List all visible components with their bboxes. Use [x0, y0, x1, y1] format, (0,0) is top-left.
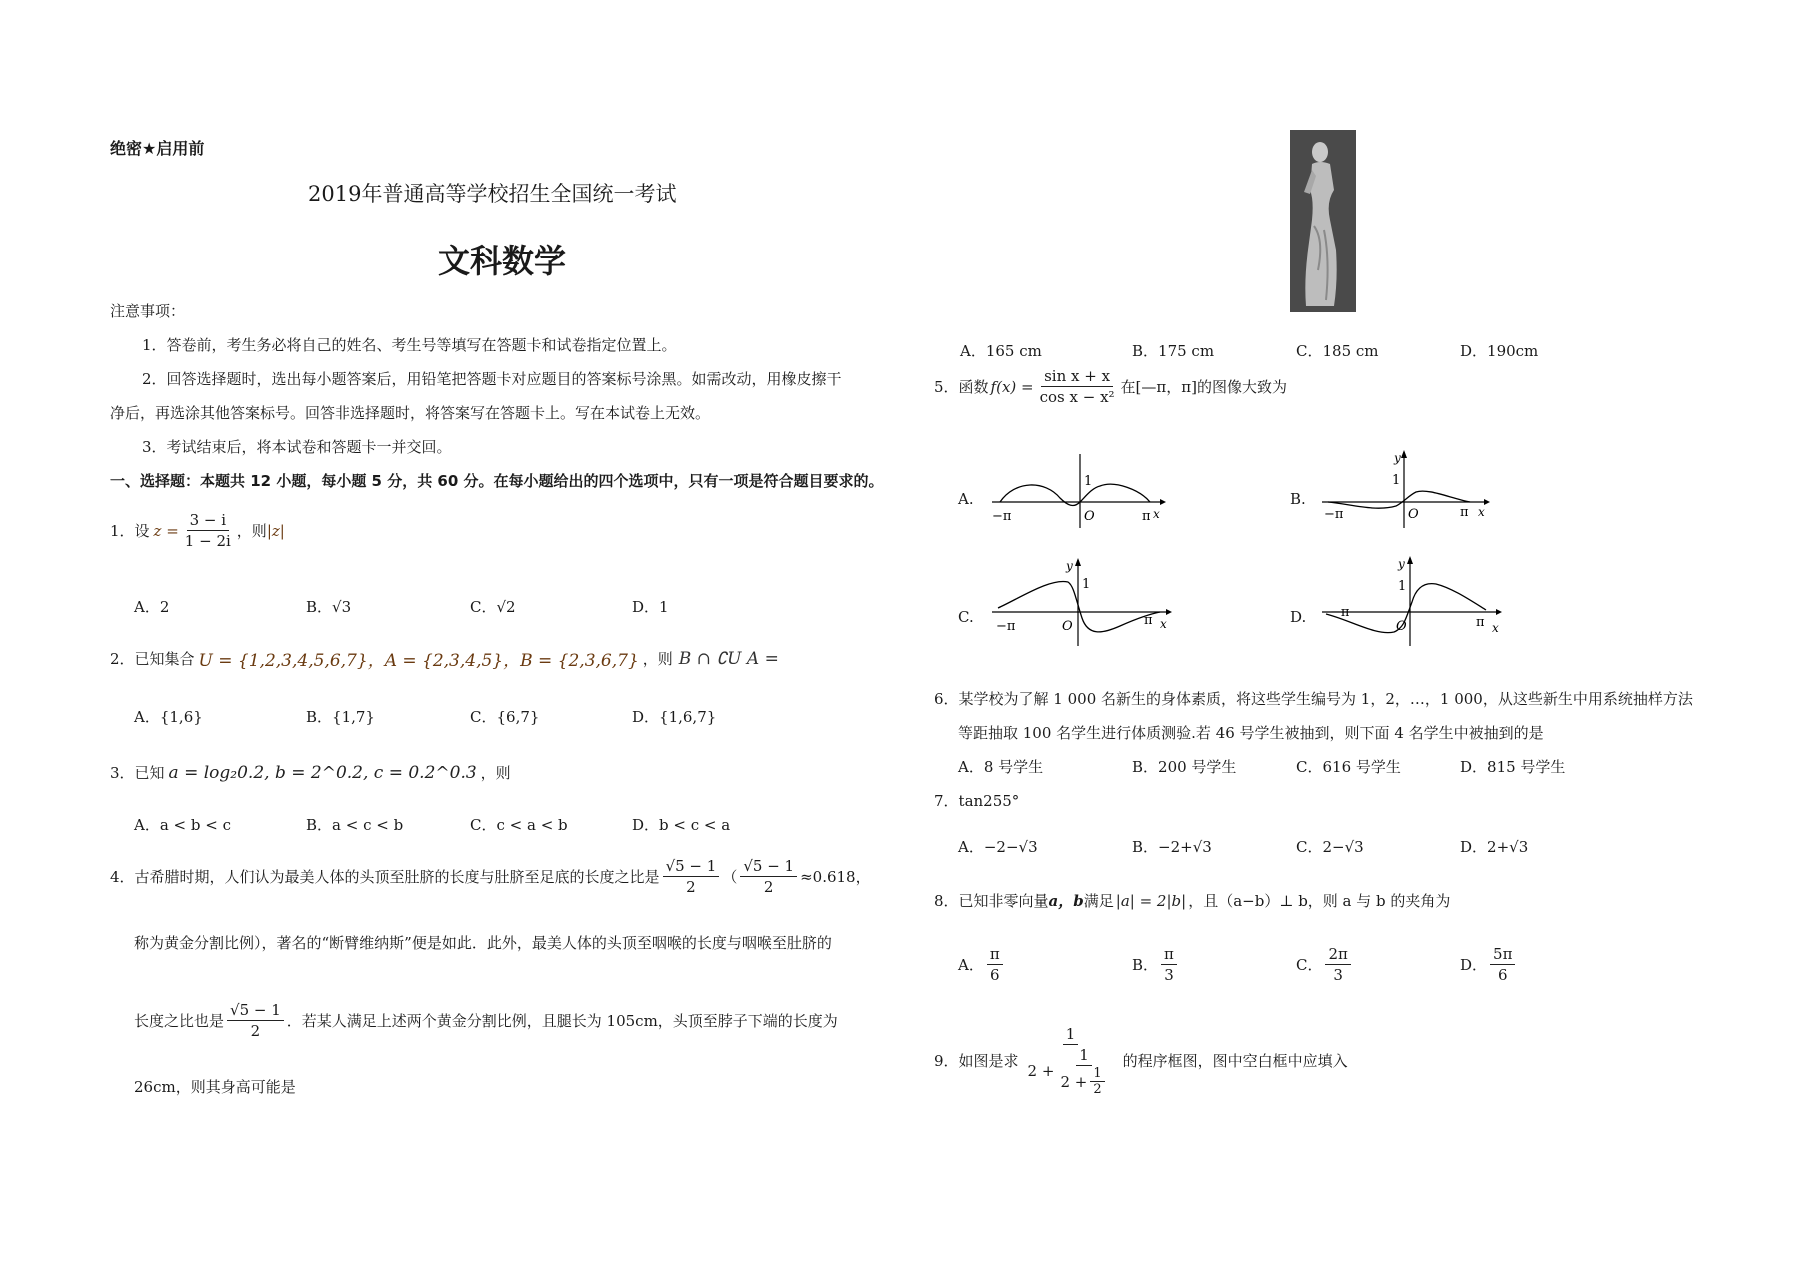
q4-line3a: 长度之比也是: [134, 1012, 225, 1030]
q5b-y: y: [1394, 451, 1401, 465]
q9-inner: [1057, 1066, 1110, 1097]
q9-mid-num: 1: [1076, 1045, 1092, 1066]
q9-inner-den: 2: [1093, 1082, 1102, 1097]
q5-graph-b[interactable]: [1320, 448, 1500, 528]
q2-option-c[interactable]: C．{6,7}: [470, 708, 540, 726]
q8-b-label: B．: [1132, 956, 1159, 974]
q4-frac-3: [227, 1000, 284, 1041]
q8-a-den: 6: [990, 966, 1000, 984]
q1-option-d[interactable]: D．1: [632, 598, 669, 616]
q5-graph-label-b[interactable]: B.: [1290, 490, 1306, 508]
q9-continued-fraction: [1025, 1024, 1117, 1097]
note-item-2a: 2．回答选择题时，选出每小题答案后，用铅笔把答题卡对应题目的答案标号涂黑。如需改动，用橡皮擦干: [142, 370, 842, 388]
q5d-x: x: [1492, 621, 1499, 635]
question-7: 7．tan255°: [934, 792, 1020, 810]
q3-expr: a = log₂0.2, b = 2^0.2, c = 0.2^0.3: [168, 762, 477, 783]
q9-prefix: 9．如图是求: [934, 1052, 1019, 1070]
q8-c-frac: [1325, 944, 1350, 985]
confidential-label: 绝密★启用前: [110, 139, 205, 158]
q4-option-d[interactable]: D．190cm: [1460, 342, 1539, 360]
q4-line1c: ≈0.618，: [800, 868, 871, 886]
q8-b-frac: [1161, 944, 1177, 985]
q4-option-a[interactable]: A．165 cm: [960, 342, 1042, 360]
q1-option-b[interactable]: B．√3: [306, 598, 352, 616]
q4-frac-2-num: √5 − 1: [740, 856, 797, 877]
q5b-origin: O: [1408, 507, 1419, 522]
venus-statue-image: [1290, 130, 1356, 312]
q9-top: 1: [1063, 1024, 1079, 1045]
q9-mid: 2 +: [1027, 1062, 1055, 1080]
q8-c-num: 2π: [1325, 944, 1350, 965]
q5-suffix: 在[—π，π]的图像大致为: [1120, 378, 1287, 396]
q1-option-c[interactable]: C．√2: [470, 598, 516, 616]
q5-graph-a[interactable]: [990, 450, 1170, 530]
q5a-pi: π: [1142, 509, 1151, 524]
q5a-origin: O: [1084, 509, 1095, 524]
q5-graph-label-d[interactable]: D.: [1290, 608, 1307, 626]
q1-fraction: [182, 510, 234, 551]
q4-frac-3-num: √5 − 1: [227, 1000, 284, 1021]
q8-ab: a，b: [1048, 892, 1084, 910]
q5-graph-label-a[interactable]: A.: [958, 490, 974, 508]
question-2: [110, 646, 779, 671]
q8-a-frac: [987, 944, 1003, 985]
q9-mid-frac: [1057, 1045, 1110, 1097]
question-6-line-1: 6．某学校为了解 1 000 名新生的身体素质，将这些学生编号为 1，2，…，1 000，从这些新生中用系统抽样方法: [934, 690, 1693, 708]
q7-option-b[interactable]: B．−2+√3: [1132, 838, 1212, 856]
question-1: [110, 510, 285, 551]
q5b-neg-pi: −π: [1324, 507, 1344, 522]
q3-option-b[interactable]: B．a < c < b: [306, 816, 404, 834]
q5-fraction: [1037, 366, 1118, 407]
question-4-line-3: [134, 1000, 838, 1041]
q5d-origin: O: [1396, 619, 1407, 634]
question-4-line-4: 26cm，则其身高可能是: [134, 1078, 296, 1096]
q5-prefix: 5．函数: [934, 378, 989, 396]
q8-option-a[interactable]: [958, 944, 1006, 985]
q8-d-frac: [1490, 944, 1515, 985]
q7-option-d[interactable]: D．2+√3: [1460, 838, 1529, 856]
q8-stem-a: 8．已知非零向量: [934, 892, 1049, 910]
q2-prefix: 2．已知集合: [110, 650, 195, 668]
q5c-origin: O: [1062, 619, 1073, 634]
q5-fx: f(x) =: [990, 377, 1034, 396]
q3-option-a[interactable]: A．a < b < c: [134, 816, 231, 834]
q4-option-b[interactable]: B．175 cm: [1132, 342, 1215, 360]
q6-option-a[interactable]: A．8 号学生: [958, 758, 1044, 776]
q7-option-c[interactable]: C．2−√3: [1296, 838, 1364, 856]
q8-option-d[interactable]: [1460, 944, 1518, 985]
question-4-line-2: 称为黄金分割比例），著名的“断臂维纳斯”便是如此．此外，最美人体的头顶至咽喉的长度与咽喉至肚脐的: [134, 934, 832, 952]
q2-option-a[interactable]: A．{1,6}: [134, 708, 203, 726]
q8-c-den: 3: [1333, 966, 1343, 984]
q4-frac-1-den: 2: [686, 878, 696, 896]
q8-cond: |a| = 2|b|: [1115, 891, 1187, 910]
q4-line3b: ．若某人满足上述两个黄金分割比例，且腿长为 105cm，头顶至脖子下端的长度为: [286, 1012, 838, 1030]
q6-option-c[interactable]: C．616 号学生: [1296, 758, 1401, 776]
exam-title: 2019年普通高等学校招生全国统一考试: [308, 182, 677, 206]
question-8: [934, 890, 1450, 911]
q5-graph-d[interactable]: [1320, 554, 1510, 646]
section-heading: 一、选择题：本题共 12 小题，每小题 5 分，共 60 分。在每小题给出的四个选项中，只有一项是符合题目要求的。: [110, 472, 884, 490]
subject-title: 文科数学: [438, 242, 567, 280]
q4-frac-1: [663, 856, 720, 897]
q9-inner-text: 2 +: [1060, 1072, 1088, 1091]
notes-heading: 注意事项：: [110, 302, 186, 320]
q5c-y: y: [1066, 559, 1073, 573]
q1-suffix: ，则: [236, 522, 267, 540]
q8-c-label: C．: [1296, 956, 1323, 974]
q7-option-a[interactable]: A．−2−√3: [958, 838, 1038, 856]
q5c-pi: π: [1144, 613, 1153, 628]
q8-option-c[interactable]: [1296, 944, 1354, 985]
q4-frac-2-den: 2: [763, 878, 774, 896]
q4-frac-1-num: √5 − 1: [663, 856, 720, 877]
q8-a-num: π: [987, 944, 1003, 965]
q5a-one: 1: [1084, 474, 1093, 489]
q5b-one: 1: [1392, 473, 1401, 488]
q8-d-den: 6: [1497, 966, 1508, 984]
question-9: [934, 1024, 1348, 1097]
q5d-pi: π: [1476, 615, 1485, 630]
q6-option-b[interactable]: B．200 号学生: [1132, 758, 1237, 776]
q3-option-d[interactable]: D．b < c < a: [632, 816, 731, 834]
q9-suffix: 的程序框图，图中空白框中应填入: [1122, 1052, 1348, 1070]
q2-sets: U = {1,2,3,4,5,6,7}，A = {2,3,4,5}，B = {2,3,6,7}: [198, 651, 639, 671]
q5a-neg-pi: −π: [992, 509, 1012, 524]
q9-inner-frac: [1090, 1066, 1104, 1097]
q1-abs: |z|: [266, 521, 285, 540]
q5b-pi: π: [1460, 505, 1469, 520]
q8-stem-b: 满足: [1083, 892, 1114, 910]
q5-graph-label-c[interactable]: C.: [958, 608, 974, 626]
q5c-neg-pi: −π: [996, 619, 1016, 634]
q4-frac-3-den: 2: [250, 1022, 261, 1040]
note-item-2b: 净后，再选涂其他答案标号。回答非选择题时，将答案写在答题卡上。写在本试卷上无效。: [110, 404, 711, 422]
q1-frac-num: 3 − i: [187, 510, 229, 531]
question-3: [110, 762, 511, 783]
q5d-one: 1: [1398, 579, 1407, 594]
q4-frac-2: [740, 856, 797, 897]
q8-option-b[interactable]: [1132, 944, 1180, 985]
note-item-3: 3．考试结束后，将本试卷和答题卡一并交回。: [142, 438, 452, 456]
q8-b-den: 3: [1164, 966, 1174, 984]
q3-option-c[interactable]: C．c < a < b: [470, 816, 568, 834]
q5-graph-c[interactable]: [990, 556, 1180, 648]
q8-d-label: D．: [1460, 956, 1488, 974]
question-4-line-1: [110, 856, 871, 897]
q2-option-b[interactable]: B．{1,7}: [306, 708, 375, 726]
q5a-x: x: [1153, 507, 1160, 521]
q2-expr: B ∩ ∁U A =: [678, 648, 779, 669]
q9-denominator: [1025, 1045, 1117, 1097]
q4-line1b: （: [722, 868, 738, 886]
q4-option-c[interactable]: C．185 cm: [1296, 342, 1379, 360]
q1-option-a[interactable]: A．2: [134, 598, 170, 616]
note-item-1: 1．答卷前，考生务必将自己的姓名、考生号等填写在答题卡和试卷指定位置上。: [142, 336, 677, 354]
q8-a-label: A．: [958, 956, 984, 974]
q4-line1a: 4．古希腊时期，人们认为最美人体的头顶至肚脐的长度与肚脐至足底的长度之比是: [110, 868, 660, 886]
q5d-neg-pi: −π: [1330, 605, 1350, 620]
q5b-x: x: [1478, 505, 1485, 519]
q5d-y: y: [1398, 557, 1405, 571]
q6-option-d[interactable]: D．815 号学生: [1460, 758, 1566, 776]
q2-option-d[interactable]: D．{1,6,7}: [632, 708, 717, 726]
q8-b-num: π: [1161, 944, 1177, 965]
q3-suffix: ，则: [480, 764, 511, 782]
q3-prefix: 3．已知: [110, 764, 165, 782]
q5-frac-den: cos x − x²: [1039, 388, 1115, 406]
q1-frac-den: 1 − 2i: [184, 532, 231, 550]
q8-stem-c: ，且（a−b）⊥ b，则 a 与 b 的夹角为: [1188, 892, 1451, 910]
q5c-one: 1: [1082, 577, 1091, 592]
q5c-x: x: [1160, 617, 1167, 631]
question-5: [934, 366, 1287, 407]
q1-z: z =: [153, 521, 179, 540]
q1-prefix: 1．设: [110, 522, 150, 540]
q8-d-num: 5π: [1490, 944, 1515, 965]
q2-suffix: ，则: [642, 650, 673, 668]
q5-frac-num: sin x + x: [1041, 366, 1113, 387]
q9-inner-num: 1: [1090, 1066, 1104, 1082]
question-6-line-2: 等距抽取 100 名学生进行体质测验.若 46 号学生被抽到，则下面 4 名学生中被抽到的是: [958, 724, 1544, 742]
